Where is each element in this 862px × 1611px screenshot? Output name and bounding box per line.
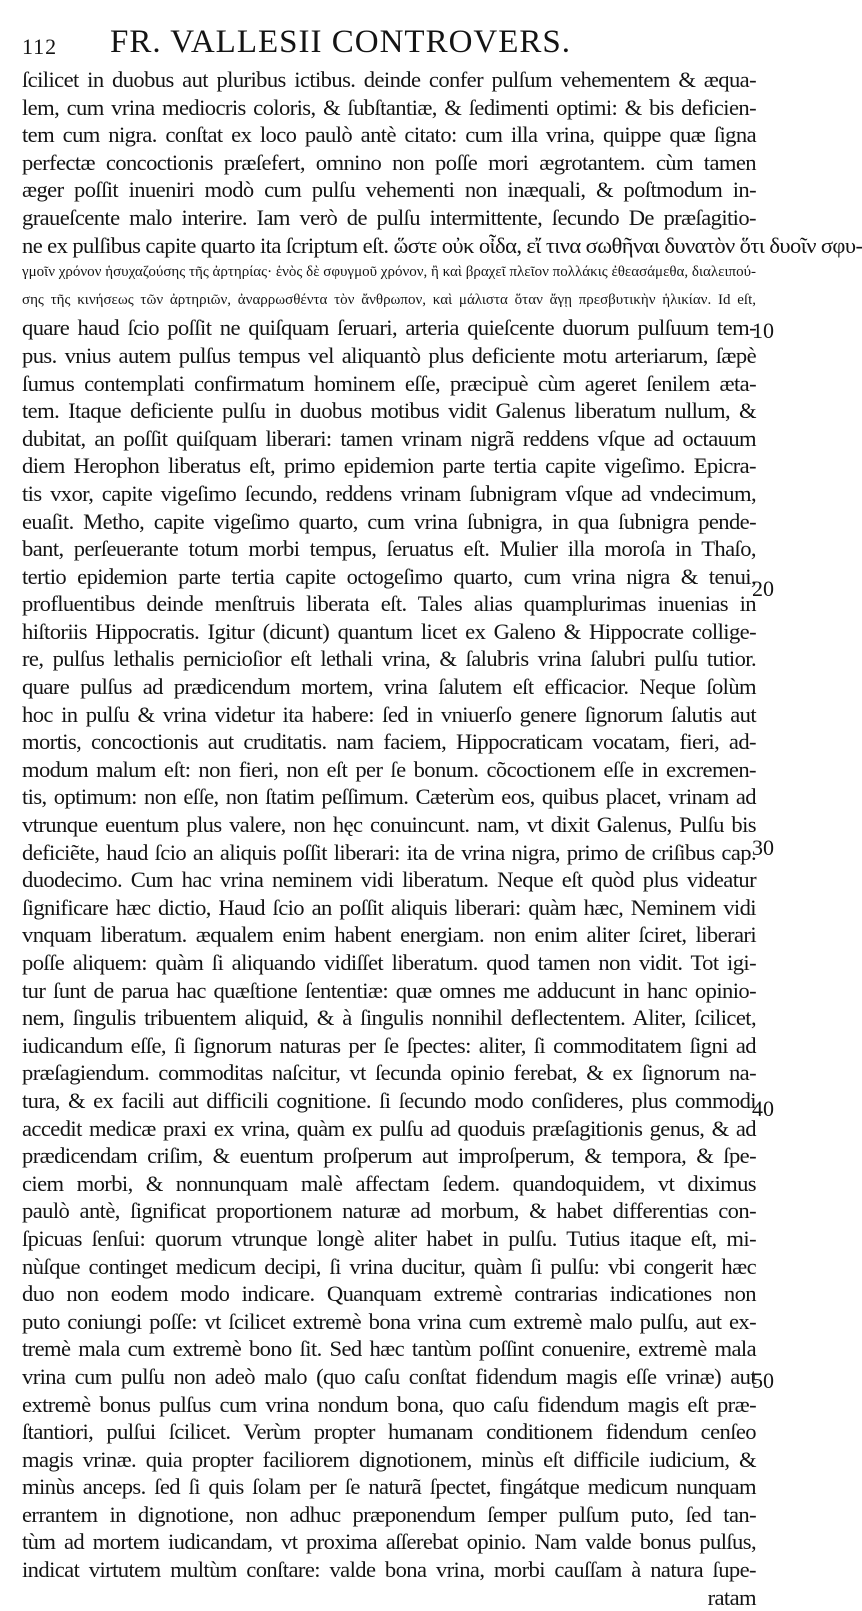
text-line: dubitat, an poſſit quiſquam liberari: tamen vrinam nigrã reddens vſque ad octauum [22,425,756,451]
page-number: 112 [22,34,58,59]
text-line: vrina cum pulſu non adeò malo (quo caſu conſtat fidendum magis eſſe vrinæ) aut [22,1363,756,1389]
text-line: tis vxor, capite vigeſimo ſecundo, reddens vrinam ſubnigram vſque ad vndecimum, [22,480,756,506]
text-line: lem, cum vrina mediocris coloris, & ſubſtantiæ, & ſedimenti optimi: & bis deficien- [22,94,756,120]
text-line: quare pulſus ad prædicendum mortem, vrina ſalutem eſt efficacior. Neque ſolùm [22,674,756,700]
text-line: prædicendam criſim, & euentum proſperum aut improſperum, & tempora, & ſpe- [22,1143,756,1169]
text-line: accedit medicæ praxi ex vrina, quàm ex pulſu ad quoduis præſagitionis genus, & ad [22,1115,756,1141]
greek-text-line: γμοῖν χρόνον ἡσυχαζούσης τῆς ἀρτηρίας· ἑνὸς δὲ σφυγμοῦ χρόνον, ἢ καὶ βραχεῖ πλεῖον πολλάκις ἐθεασάμεθα, διαλειπού- [22,264,756,281]
greek-text-line: σης τῆς κινήσεως τῶν ἀρτηριῶν, ἀναρρωσθέντα τὸν ἄνθρωπον, καὶ μάλιστα ὅταν ἄγῃ πρεσβυτικὴν ἡλικίαν. Id eſt, [22,291,756,308]
text-line: nùſque continget medicum decipi, ſi vrina ducitur, quàm ſi pulſu: vbi congerit hæc [22,1253,756,1279]
text-line: duodecimo. Cum hac vrina neminem vidi liberatum. Neque eſt quòd plus videatur [22,867,756,893]
text-line: tùm ad mortem iudicandam, vt proxima aſſerebat opinio. Nam valde bonus pulſus, [22,1529,756,1555]
text-line: deficiẽte, haud ſcio an aliquis poſſit liberari: ita de vrina nigra, primo de criſibus cap. [22,839,756,865]
text-line: ſcilicet in duobus aut pluribus ictibus. deinde confer pulſum vehementem & æqua- [22,67,756,92]
text-line: tem cum nigra. conſtat ex loco paulò antè citato: cum illa vrina, quippe quæ ſigna [22,122,756,148]
text-line: paulò antè, ſignificat proportionem naturæ ad morbum, & habet differentias con- [22,1198,756,1224]
text-line: perfectæ concoctionis præſefert, omnino non poſſe mori ægrotantem. cùm tamen [22,149,756,175]
text-line: ne ex pulſibus capite quarto ita ſcriptum eſt. ὥστε οὐκ οἶδα, εἴ τινα σωθῆναι δυνατὸν ὅτι δυοῖν σφυ- [22,232,862,258]
text-line: æger poſſit inueniri modò cum pulſu vehementi non inæquali, & poſtmodum in- [22,177,756,203]
text-line: modum malum eſt: non fieri, non eſt per ſe bonum. cõcoctionem eſſe in excremen- [22,756,756,782]
text-line: tura, & ex facili aut difficili cognitione. ſi ſecundo modo conſideres, plus commodi [22,1087,756,1113]
margin-line-number: 10 [752,318,774,343]
text-line: duo non eodem modo indicare. Quanquam extremè contrarias indicationes non [22,1281,756,1307]
text-line: mortis, concoctionis aut cruditatis. nam faciem, Hippocraticam vocatam, fieri, ad- [22,729,756,755]
text-line: euaſit. Metho, capite vigeſimo quarto, cum vrina ſubnigra, in qua ſubnigra pende- [22,508,756,534]
text-line: ſumus contemplati confirmatum hominem eſſe, præcipuè cùm ageret ſenilem æta- [22,370,756,396]
text-line: nem, ſingulis tribuentem aliquid, & à ſingulis nonnihil deflectentem. Aliter, ſcilicet, [22,1005,756,1031]
text-line: graueſcente malo interire. Iam verò de pulſu intermittente, ſecundo De præſagitio- [22,204,756,230]
text-line: tertio epidemion parte tertia capite octogeſimo quarto, cum vrina nigra & tenui, [22,563,756,589]
margin-line-number: 50 [752,1368,774,1393]
text-line: ſpicuas ſenſui: quorum vtrunque longè aliter habet in pulſu. Tutius itaque eſt, mi- [22,1225,756,1251]
text-line: puto coniungi poſſe: vt ſcilicet extremè bona vrina cum extremè malo pulſu, aut ex- [22,1308,756,1334]
margin-line-number: 20 [752,576,774,601]
text-line: tremè mala cum extremè bono ſit. Sed hæc tantùm poſſint conuenire, extremè mala [22,1336,756,1362]
text-line: minùs anceps. ſed ſi quis ſolam per ſe naturã ſpectet, fingátque medicum nunquam [22,1474,756,1500]
text-line: ciem morbi, & nonnunquam malè affectam ſedem. quandoquidem, vt diximus [22,1170,756,1196]
text-line: profluentibus deinde menſtruis liberata eſt. Tales alias quamplurimas inuenias in [22,591,756,617]
text-line: hoc in pulſu & vrina videtur ita habere: ſed in vniuerſo genere ſignorum ſalutis aut [22,701,756,727]
text-line: extremè bonus pulſus cum vrina nondum bona, quo caſu fidendum magis eſt præ- [22,1391,756,1417]
text-line: ſtantiori, pulſui ſcilicet. Verùm propter humanam conditionem fidendum cenſeo [22,1419,756,1445]
text-line: hiſtoriis Hippocratis. Igitur (dicunt) quantum licet ex Galeno & Hippocrate collige- [22,618,756,644]
text-line: præſagiendum. commoditas naſcitur, vt ſecunda opinio ferebat, & ex ſignorum na- [22,1060,756,1086]
text-line: diem Herophon liberatus eſt, primo epidemion parte tertia capite vigeſimo. Epicra- [22,453,756,479]
text-line: ſignificare hæc dictio, Haud ſcio an poſſit aliquis liberari: quàm hæc, Neminem vidi [22,894,756,920]
margin-line-number: 40 [752,1096,774,1121]
page-header [22,14,762,58]
text-line: tem. Itaque deficiente pulſu in duobus motibus vidit Galenus liberatum nullum, & [22,398,756,424]
text-line: poſſe aliquem: quàm ſi aliquando vidiſſet liberatum. quod tamen non vidit. Tot igi- [22,950,756,975]
text-line: vnquam liberatum. æqualem enim habent energiam. non enim aliter ſciret, liberari [22,922,756,948]
margin-line-number: 30 [752,835,774,860]
text-line: bant, perſeuerante totum morbi tempus, ſeruatus eſt. Mulier illa moroſa in Thaſo, [22,536,756,562]
text-line: re, pulſus lethalis pernicioſior eſt lethali vrina, & ſalubris vrina ſalubri pulſu tutior. [22,646,756,672]
text-line: vtrunque euentum plus valere, non hęc conuincunt. nam, vt dixit Galenus, Pulſu bis [22,812,756,838]
running-title: FR. VALLESII CONTROVERS. [110,24,572,60]
text-line: indicat virtutem multùm conſtare: valde bona vrina, morbi cauſſam à natura ſupe- [22,1557,756,1583]
text-line: iudicandum eſſe, ſi ſignorum naturas per ſe ſpectes: aliter, ſi commoditatem ſigni ad [22,1032,756,1058]
text-line: quare haud ſcio poſſit ne quiſquam ſeruari, arteria quieſcente duorum pulſuum tem- [22,315,756,341]
text-line: magis vrinæ. quia propter faciliorem dignotionem, minùs eſt difficile iudicium, & [22,1446,756,1472]
text-line: pus. vnius autem pulſus tempus vel aliquantò plus deficiente motu arteriarum, ſæpè [22,342,756,368]
text-line: tis, optimum: non eſſe, non ſtatim peſſimum. Cæterùm eos, quibus placet, vrinam ad [22,784,756,810]
catchword: ratam [707,1584,756,1610]
text-line: tur ſunt de parua hac quæſtione ſententiæ: quæ omnes me adducunt in hanc opinio- [22,977,756,1003]
text-line: errantem in dignotione, non adhuc præponendum ſemper pulſum puto, ſed tan- [22,1501,756,1527]
